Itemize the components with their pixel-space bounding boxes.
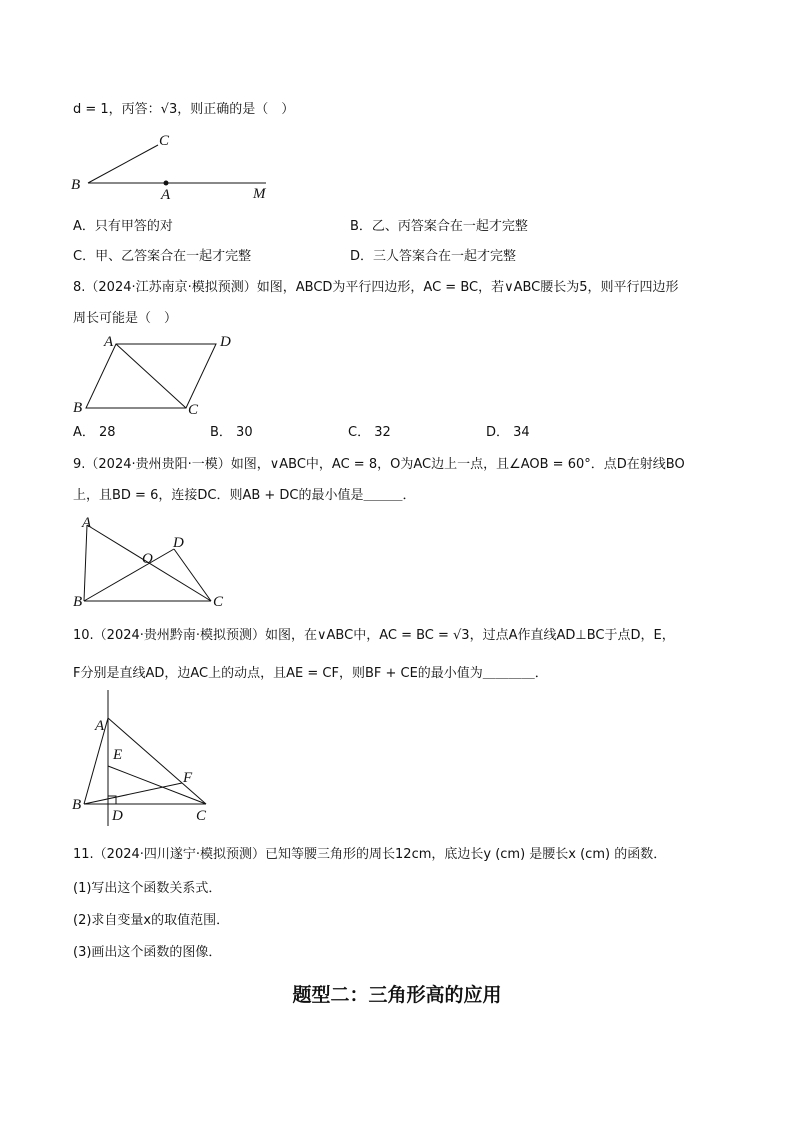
q9-text-line2: 上，且BD = 6，连接DC．则AB + DC的最小值是＿＿＿． [73, 488, 416, 503]
q10-text-line1: 10.（2024·贵州黔南·模拟预测）如图，在∨ABC中，AC = BC = √3，过点A作直线AD⊥BC于点D，E， [73, 628, 675, 643]
q8-text-line1: 8.（2024·江苏南京·模拟预测）如图，ABCD为平行四边形，AC = BC，若∨ABC腰长为5，则平行四边形 [73, 280, 679, 295]
q8-label-b: B [73, 400, 83, 416]
q10-label-d: D [112, 808, 123, 824]
q7-figure [68, 128, 278, 202]
q11-text-line1: 11.（2024·四川遂宁·模拟预测）已知等腰三角形的周长12cm，底边长y (cm) 是腰长x (cm) 的函数． [73, 847, 667, 862]
q8-option-b: B． 30 [210, 425, 253, 440]
q8-figure [70, 332, 240, 418]
q9-label-a: A [82, 515, 92, 531]
q7-option-c: C．甲、乙答案合在一起才完整 [73, 249, 252, 264]
q7-label-a: A [161, 187, 171, 202]
q10-label-f: F [183, 770, 193, 786]
q7-text-line: d = 1，丙答：√3，则正确的是（ ） [73, 102, 295, 117]
q10-text-line2: F分别是直线AD，边AC上的动点，且AE = CF，则BF + CE的最小值为＿＿＿＿． [73, 666, 548, 681]
q9-label-o: O [142, 551, 153, 567]
q7-label-c: C [159, 133, 170, 149]
q8-option-a: A． 28 [73, 425, 116, 440]
q8-label-a: A [104, 334, 114, 350]
q9-label-c: C [213, 594, 224, 610]
q11-sub1: (1)写出这个函数关系式． [73, 881, 222, 896]
q8-option-c: C． 32 [348, 425, 391, 440]
q8-label-d: D [220, 334, 231, 350]
q7-option-a: A．只有甲答的对 [73, 219, 173, 234]
q9-label-b: B [73, 594, 83, 610]
q8-text-line2: 周长可能是（ ） [73, 311, 178, 326]
q9-label-d: D [173, 535, 184, 551]
q7-label-b: B [71, 177, 81, 193]
q10-label-a: A [95, 718, 105, 734]
q10-label-c: C [196, 808, 207, 824]
q9-text-line1: 9.（2024·贵州贵阳·一模）如图，∨ABC中，AC = 8，O为AC边上一点，且∠AOB = 60°．点D在射线BO [73, 457, 685, 472]
q11-sub3: (3)画出这个函数的图像． [73, 945, 222, 960]
section-heading: 题型二：三角形高的应用 [292, 984, 502, 1006]
q7-option-b: B．乙、丙答案合在一起才完整 [350, 219, 528, 234]
q11-sub2: (2)求自变量x的取值范围． [73, 913, 230, 928]
q8-option-d: D． 34 [486, 425, 530, 440]
q10-label-b: B [72, 797, 82, 813]
q7-label-m: M [253, 186, 266, 202]
q8-label-c: C [188, 402, 199, 418]
q7-option-d: D．三人答案合在一起才完整 [350, 249, 517, 264]
q9-figure [70, 512, 230, 610]
q10-figure [70, 686, 220, 826]
q10-label-e: E [113, 747, 123, 763]
